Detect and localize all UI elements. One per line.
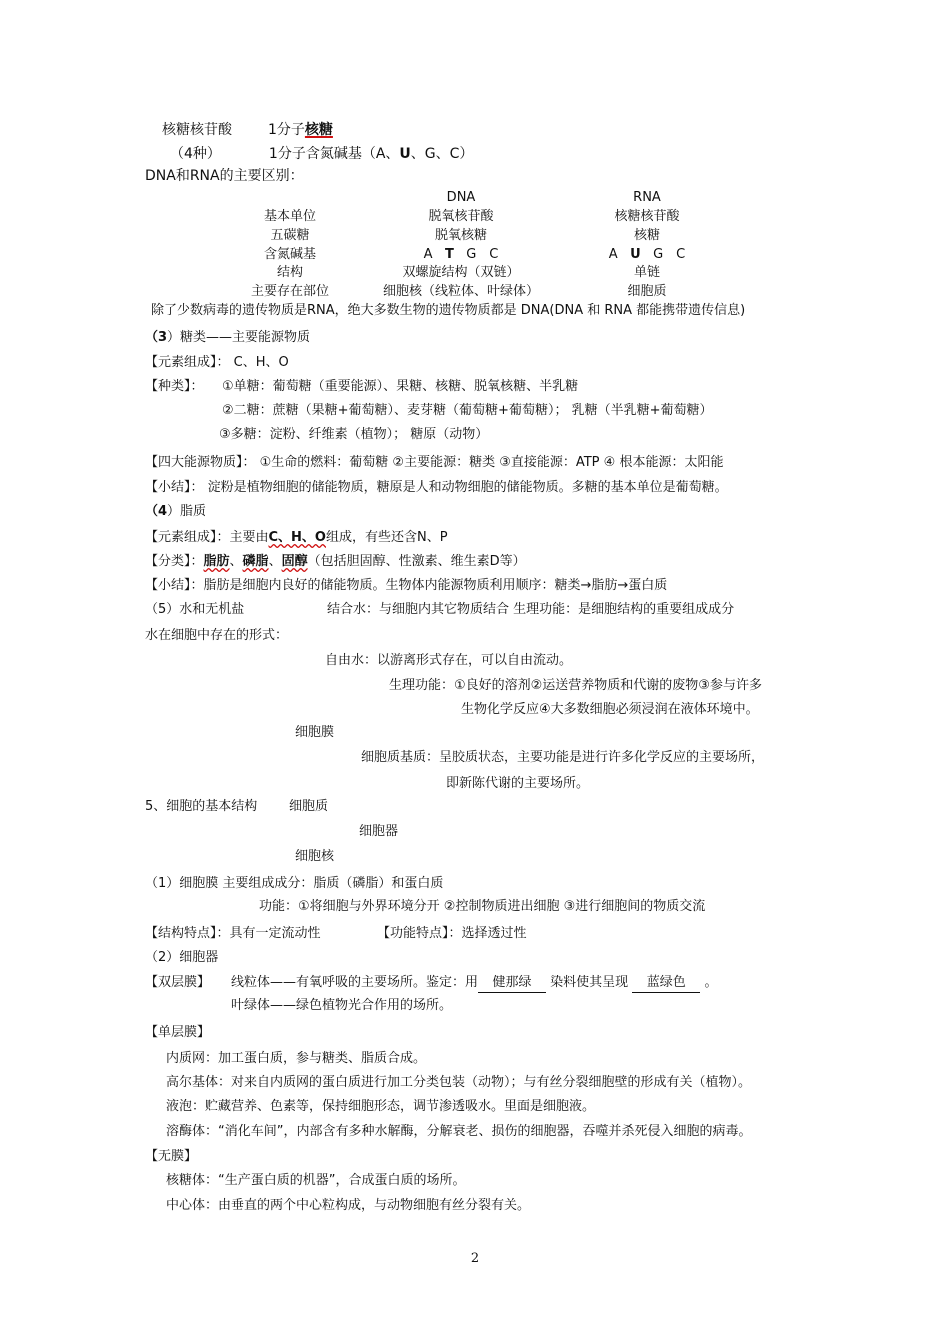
row-label: 五碳糖 bbox=[270, 228, 310, 243]
rna-nucleotide-line bbox=[162, 121, 333, 139]
mitochondria-end: 。 bbox=[704, 975, 718, 990]
color-blank: 蓝绿色 bbox=[632, 974, 700, 993]
lipid-summary: 【小结】：脂肪是细胞内良好的储能物质。生物体内能源物质利用顺序：糖类→脂肪→蛋白质 bbox=[145, 578, 668, 593]
cell-rna: 核糖核苷酸 bbox=[614, 209, 680, 224]
chloroplast-line: 叶绿体——绿色植物光合作用的场所。 bbox=[231, 998, 453, 1013]
free-water-function-2: 生物化学反应④大多数细胞必须浸润在液体环境中。 bbox=[461, 702, 759, 717]
lipid-elements-prefix: 【元素组成】：主要由 bbox=[145, 530, 269, 545]
rna-base-line bbox=[170, 145, 473, 163]
section-number: （3 bbox=[145, 330, 168, 345]
water-section-title: （5）水和无机盐 bbox=[145, 602, 245, 617]
lipid-elements-cho: C、H、O bbox=[268, 530, 326, 545]
monosaccharides: ①单糖：葡萄糖（重要能源）、果糖、核糖、脱氧核糖、半乳糖 bbox=[222, 379, 579, 394]
er-line: 内质网：加工蛋白质，参与糖类、脂质合成。 bbox=[166, 1051, 427, 1066]
golgi-line: 高尔基体：对来自内质网的蛋白质进行加工分类包装（动物）；与有丝分裂细胞壁的形成有关（植物）。 bbox=[166, 1075, 752, 1090]
stain-blank: 健那绿 bbox=[478, 974, 546, 993]
lipid-classification bbox=[145, 553, 526, 571]
ribosome-line: 核糖体：“生产蛋白质的机器”，合成蛋白质的场所。 bbox=[166, 1173, 466, 1188]
base-text-b: 、G、C） bbox=[410, 146, 474, 162]
bound-water: 结合水：与细胞内其它物质结合 生理功能：是细胞结构的重要组成成分 bbox=[327, 602, 735, 617]
lipid-sterol: 固醇 bbox=[281, 554, 308, 569]
organelles-title: （2）细胞器 bbox=[145, 950, 219, 965]
ribose-term: 核糖 bbox=[304, 122, 333, 138]
outline-cell-membrane: 细胞膜 bbox=[295, 725, 335, 740]
section-title-text: ）脂质 bbox=[167, 504, 207, 519]
page-number: 2 bbox=[470, 1251, 480, 1266]
row-label: 基本单位 bbox=[263, 209, 317, 224]
lipid-class-label: 【分类】： bbox=[145, 554, 204, 569]
outline-nucleus: 细胞核 bbox=[295, 849, 335, 864]
cytoplasmic-matrix-2: 即新陈代谢的主要场所。 bbox=[446, 776, 590, 791]
cell-dna: 脱氧核苷酸 bbox=[428, 209, 494, 224]
polysaccharides: ③多糖：淀粉、纤维素（植物）； 糖原（动物） bbox=[219, 427, 489, 442]
outline-organelles: 细胞器 bbox=[359, 824, 399, 839]
lysosome-line: 溶酶体：“消化车间”，内部含有多种水解酶，分解衰老、损伤的细胞器，吞噬并杀死侵入细胞的病毒。 bbox=[166, 1124, 752, 1139]
base-thymine: T bbox=[444, 247, 454, 262]
lipid-fat: 脂肪 bbox=[203, 554, 230, 569]
no-membrane-label: 【无膜】 bbox=[145, 1149, 198, 1164]
sugar-section-title bbox=[145, 329, 310, 347]
base-uracil: U bbox=[399, 146, 411, 162]
row-label: 结构 bbox=[276, 265, 304, 280]
mitochondria-text-2: 染料使其呈现 bbox=[550, 975, 629, 990]
membrane-composition: （1）细胞膜 主要组成成分：脂质（磷脂）和蛋白质 bbox=[145, 876, 444, 891]
sugar-elements: 【元素组成】： C、H、O bbox=[145, 355, 289, 370]
lipid-elements-suffix: 组成，有些还含N、P bbox=[326, 530, 448, 545]
column-header-dna: DNA bbox=[446, 190, 476, 205]
rna-types-count: （4种） bbox=[170, 146, 221, 162]
row-label: 主要存在部位 bbox=[250, 284, 330, 299]
rna-nucleotide-term: 核糖核苷酸 bbox=[162, 122, 232, 138]
sugar-summary: 【小结】： 淀粉是植物细胞的储能物质，糖原是人和动物细胞的储能物质。多糖的基本单位是葡萄糖。 bbox=[145, 480, 728, 495]
lipid-sep: 、 bbox=[229, 554, 243, 569]
base-text-a: 1分子含氮碱基（A、 bbox=[268, 146, 400, 162]
single-membrane-label: 【单层膜】 bbox=[145, 1025, 211, 1040]
free-water: 自由水：以游离形式存在，可以自由流动。 bbox=[325, 653, 573, 668]
cell-structure-title: 5、细胞的基本结构 bbox=[145, 799, 258, 814]
section-number: （4 bbox=[145, 504, 168, 519]
ribose-prefix: 1分子 bbox=[268, 122, 305, 138]
cell-rna-bases bbox=[609, 246, 685, 264]
mitochondria-line bbox=[231, 974, 717, 993]
lipid-phospholipid: 磷脂 bbox=[242, 554, 269, 569]
disaccharides: ②二糖：蔗糖（果糖+葡萄糖）、麦芽糖（葡萄糖+葡萄糖）； 乳糖（半乳糖+葡萄糖） bbox=[222, 403, 713, 418]
centrosome-line: 中心体：由垂直的两个中心粒构成，与动物细胞有丝分裂有关。 bbox=[166, 1198, 531, 1213]
mitochondria-text: 线粒体——有氧呼吸的主要场所。鉴定：用 bbox=[231, 975, 479, 990]
lipid-elements bbox=[145, 529, 448, 547]
column-header-rna: RNA bbox=[633, 190, 661, 205]
lipid-section-title bbox=[145, 503, 206, 521]
cell-rna: 核糖 bbox=[633, 228, 661, 243]
cell-dna: 脱氧核糖 bbox=[434, 228, 488, 243]
base-a: A bbox=[423, 247, 433, 262]
membrane-functions: 功能：①将细胞与外界环境分开 ②控制物质进出细胞 ③进行细胞间的物质交流 bbox=[259, 899, 706, 914]
section-title-text: ）糖类——主要能源物质 bbox=[167, 330, 311, 345]
free-water-function-1: 生理功能：①良好的溶剂②运送营养物质和代谢的废物③参与许多 bbox=[389, 678, 762, 693]
sugar-types-label: 【种类】： bbox=[145, 379, 204, 394]
lipid-class-rest: （包括胆固醇、性激素、维生素D等） bbox=[307, 554, 526, 569]
cell-rna: 细胞质 bbox=[627, 284, 667, 299]
double-membrane-label: 【双层膜】 bbox=[145, 975, 211, 990]
outline-cytoplasm: 细胞质 bbox=[289, 799, 329, 814]
base-gc: G C bbox=[653, 247, 686, 262]
cell-dna-bases bbox=[424, 246, 499, 264]
water-forms: 水在细胞中存在的形式： bbox=[145, 628, 289, 643]
membrane-structure-feature: 【结构特点】：具有一定流动性 bbox=[145, 926, 321, 941]
cell-rna: 单链 bbox=[633, 265, 661, 280]
cell-dna: 细胞核（线粒体、叶绿体） bbox=[382, 284, 540, 299]
genetic-material-note: 除了少数病毒的遗传物质是RNA，绝大多数生物的遗传物质都是 DNA(DNA 和 RNA 都能携带遗传信息) bbox=[151, 303, 746, 318]
base-uracil: U bbox=[630, 247, 641, 262]
dna-rna-heading: DNA和RNA的主要区别： bbox=[145, 168, 304, 184]
cell-dna: 双螺旋结构（双链） bbox=[402, 265, 520, 280]
energy-substances: 【四大能源物质】： ①生命的燃料：葡萄糖 ②主要能源：糖类 ③直接能源：ATP ④ 根本能源：太阳能 bbox=[145, 455, 724, 470]
row-label: 含氮碱基 bbox=[263, 247, 317, 262]
lipid-sep: 、 bbox=[268, 554, 282, 569]
base-a: A bbox=[608, 247, 618, 262]
membrane-function-feature: 【功能特点】：选择透过性 bbox=[377, 926, 527, 941]
cytoplasmic-matrix-1: 细胞质基质：呈胶质状态，主要功能是进行许多化学反应的主要场所， bbox=[361, 750, 765, 765]
base-gc: G C bbox=[466, 247, 499, 262]
vacuole-line: 液泡：贮藏营养、色素等，保持细胞形态，调节渗透吸水。里面是细胞液。 bbox=[166, 1099, 596, 1114]
